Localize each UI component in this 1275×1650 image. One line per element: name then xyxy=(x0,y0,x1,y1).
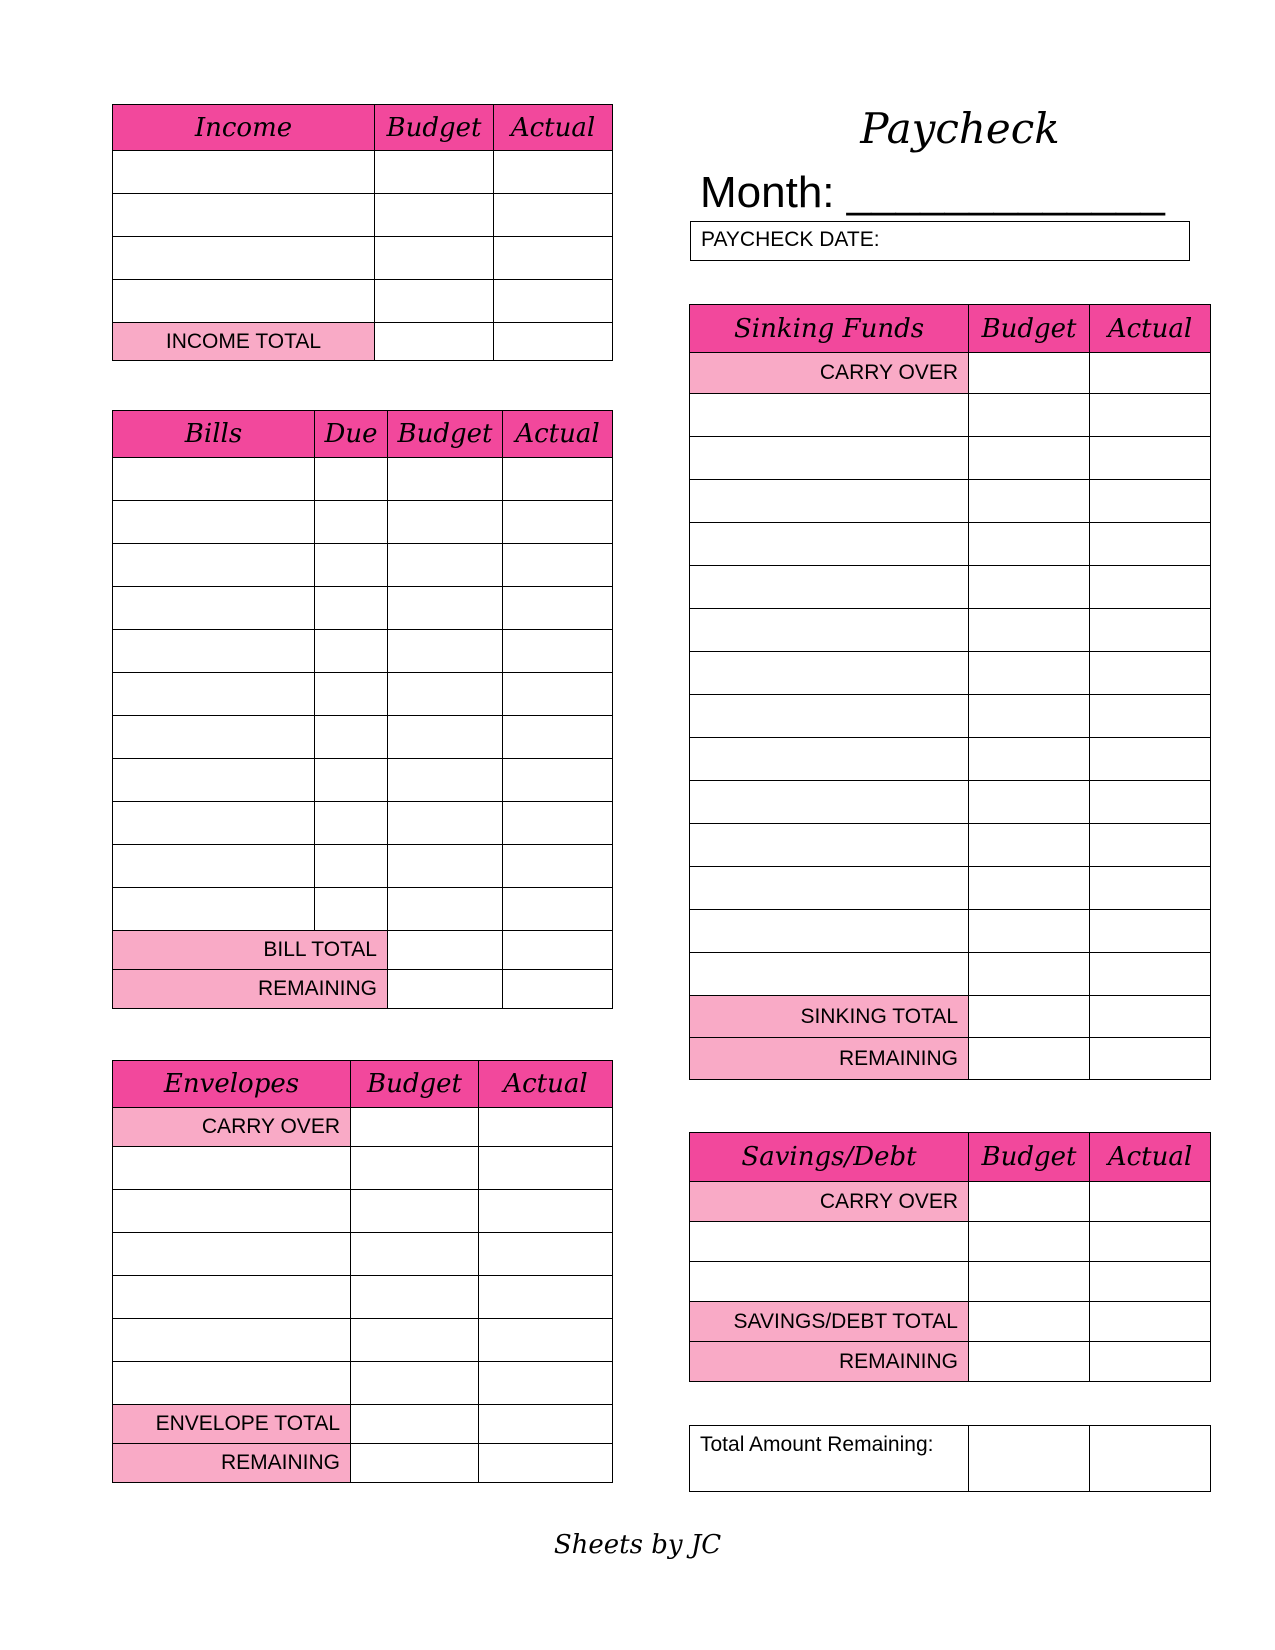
bills-entry-cell[interactable] xyxy=(113,845,315,888)
income-entry-cell[interactable] xyxy=(113,151,375,194)
sinking-row xyxy=(690,652,1211,695)
income-total-actual-cell[interactable] xyxy=(494,323,613,361)
sinking-entry-cell[interactable] xyxy=(690,394,969,437)
sinking-entry-cell[interactable] xyxy=(969,523,1090,566)
sinking-entry-cell[interactable] xyxy=(969,738,1090,781)
sinking-remaining-actual-cell[interactable] xyxy=(1090,1038,1211,1080)
total-remaining-table xyxy=(689,1425,1211,1492)
sinking-entry-cell[interactable] xyxy=(1090,480,1211,523)
savings-debt-total-label: SAVINGS/DEBT TOTAL xyxy=(690,1302,969,1342)
bills-remaining-label: REMAINING xyxy=(113,970,388,1009)
sinking-carry-over-budget-cell[interactable] xyxy=(969,353,1090,394)
sinking-entry-cell[interactable] xyxy=(690,824,969,867)
envelopes-entry-cell[interactable] xyxy=(479,1147,613,1190)
bills-entry-cell[interactable] xyxy=(388,673,503,716)
sinking-entry-cell[interactable] xyxy=(690,781,969,824)
sinking-row xyxy=(690,867,1211,910)
envelopes-row xyxy=(113,1190,613,1233)
sinking-remaining-label: REMAINING xyxy=(690,1038,969,1080)
income-budget-header: Budget xyxy=(375,105,494,151)
envelopes-entry-cell[interactable] xyxy=(351,1362,479,1405)
savings-entry-cell[interactable] xyxy=(969,1262,1090,1302)
bills-row xyxy=(113,716,613,759)
sinking-entry-cell[interactable] xyxy=(969,652,1090,695)
sinking-entry-cell[interactable] xyxy=(1090,437,1211,480)
bills-entry-cell[interactable] xyxy=(503,630,613,673)
income-table xyxy=(112,104,613,361)
bills-entry-cell[interactable] xyxy=(388,501,503,544)
bills-entry-cell[interactable] xyxy=(315,673,388,716)
sinking-budget-header: Budget xyxy=(969,305,1090,353)
bills-due-header: Due xyxy=(315,411,388,458)
bills-entry-cell[interactable] xyxy=(113,888,315,931)
bills-entry-cell[interactable] xyxy=(388,630,503,673)
bills-entry-cell[interactable] xyxy=(315,458,388,501)
envelopes-entry-cell[interactable] xyxy=(113,1276,351,1319)
sinking-carry-over-label: CARRY OVER xyxy=(690,353,969,394)
sinking-row xyxy=(690,480,1211,523)
savings-remaining-actual-cell[interactable] xyxy=(1090,1342,1211,1382)
sinking-entry-cell[interactable] xyxy=(969,394,1090,437)
savings-entry-cell[interactable] xyxy=(690,1222,969,1262)
bills-row xyxy=(113,673,613,716)
bills-header: Bills xyxy=(113,411,315,458)
envelopes-row xyxy=(113,1147,613,1190)
bills-row xyxy=(113,802,613,845)
bills-row xyxy=(113,759,613,802)
sinking-entry-cell[interactable] xyxy=(1090,609,1211,652)
envelopes-entry-cell[interactable] xyxy=(479,1319,613,1362)
savings-debt-header: Savings/Debt xyxy=(690,1133,969,1182)
income-entry-cell[interactable] xyxy=(113,280,375,323)
bills-entry-cell[interactable] xyxy=(503,544,613,587)
sinking-row xyxy=(690,695,1211,738)
sinking-entry-cell[interactable] xyxy=(969,566,1090,609)
envelopes-row xyxy=(113,1276,613,1319)
bills-entry-cell[interactable] xyxy=(503,759,613,802)
income-actual-header: Actual xyxy=(494,105,613,151)
sinking-row xyxy=(690,910,1211,953)
bill-total-label: BILL TOTAL xyxy=(113,931,388,970)
bills-entry-cell[interactable] xyxy=(503,501,613,544)
envelopes-entry-cell[interactable] xyxy=(113,1233,351,1276)
income-entry-cell[interactable] xyxy=(494,280,613,323)
sinking-entry-cell[interactable] xyxy=(690,566,969,609)
envelopes-header: Envelopes xyxy=(113,1061,351,1108)
sinking-row xyxy=(690,566,1211,609)
sinking-entry-cell[interactable] xyxy=(690,695,969,738)
envelopes-entry-cell[interactable] xyxy=(113,1190,351,1233)
envelopes-entry-cell[interactable] xyxy=(479,1362,613,1405)
income-entry-cell[interactable] xyxy=(494,151,613,194)
envelopes-entry-cell[interactable] xyxy=(351,1233,479,1276)
sinking-funds-table xyxy=(689,304,1211,1080)
savings-actual-header: Actual xyxy=(1090,1133,1211,1182)
sinking-entry-cell[interactable] xyxy=(1090,523,1211,566)
bills-entry-cell[interactable] xyxy=(388,802,503,845)
bills-row xyxy=(113,458,613,501)
bills-entry-cell[interactable] xyxy=(113,458,315,501)
bills-entry-cell[interactable] xyxy=(315,802,388,845)
bills-row xyxy=(113,845,613,888)
bills-entry-cell[interactable] xyxy=(503,587,613,630)
income-entry-cell[interactable] xyxy=(494,237,613,280)
savings-row xyxy=(690,1222,1211,1262)
sinking-entry-cell[interactable] xyxy=(1090,824,1211,867)
bills-entry-cell[interactable] xyxy=(113,501,315,544)
sinking-row xyxy=(690,781,1211,824)
savings-debt-total-actual-cell[interactable] xyxy=(1090,1302,1211,1342)
bills-entry-cell[interactable] xyxy=(503,802,613,845)
envelope-total-actual-cell[interactable] xyxy=(479,1405,613,1444)
sinking-entry-cell[interactable] xyxy=(969,437,1090,480)
bills-row xyxy=(113,630,613,673)
sinking-total-budget-cell[interactable] xyxy=(969,996,1090,1038)
sinking-entry-cell[interactable] xyxy=(1090,695,1211,738)
bills-entry-cell[interactable] xyxy=(503,888,613,931)
sinking-total-actual-cell[interactable] xyxy=(1090,996,1211,1038)
bills-entry-cell[interactable] xyxy=(388,587,503,630)
savings-carry-over-label: CARRY OVER xyxy=(690,1182,969,1222)
sinking-row xyxy=(690,824,1211,867)
sinking-entry-cell[interactable] xyxy=(969,781,1090,824)
bills-entry-cell[interactable] xyxy=(388,759,503,802)
income-entry-cell[interactable] xyxy=(494,194,613,237)
envelopes-row xyxy=(113,1362,613,1405)
savings-row xyxy=(690,1262,1211,1302)
bills-actual-header: Actual xyxy=(503,411,613,458)
total-remaining-actual-cell[interactable] xyxy=(1090,1426,1211,1492)
sinking-entry-cell[interactable] xyxy=(1090,781,1211,824)
sinking-carry-over-actual-cell[interactable] xyxy=(1090,353,1211,394)
bills-entry-cell[interactable] xyxy=(388,716,503,759)
sinking-entry-cell[interactable] xyxy=(969,480,1090,523)
sinking-entry-cell[interactable] xyxy=(1090,738,1211,781)
sinking-entry-cell[interactable] xyxy=(1090,652,1211,695)
savings-carry-over-budget-cell[interactable] xyxy=(969,1182,1090,1222)
income-header: Income xyxy=(113,105,375,151)
envelopes-entry-cell[interactable] xyxy=(113,1362,351,1405)
savings-debt-table xyxy=(689,1132,1211,1382)
bills-entry-cell[interactable] xyxy=(315,544,388,587)
income-entry-cell[interactable] xyxy=(375,194,494,237)
envelopes-entry-cell[interactable] xyxy=(113,1319,351,1362)
bill-total-actual-cell[interactable] xyxy=(503,931,613,970)
envelopes-row xyxy=(113,1319,613,1362)
income-entry-cell[interactable] xyxy=(375,280,494,323)
envelopes-carry-over-actual-cell[interactable] xyxy=(479,1108,613,1147)
income-entry-cell[interactable] xyxy=(113,194,375,237)
sinking-row xyxy=(690,523,1211,566)
page-title: Paycheck xyxy=(860,104,1060,153)
envelopes-budget-header: Budget xyxy=(351,1061,479,1108)
bills-entry-cell[interactable] xyxy=(503,458,613,501)
income-total-label: INCOME TOTAL xyxy=(113,323,375,361)
income-row xyxy=(113,280,613,323)
sinking-entry-cell[interactable] xyxy=(690,437,969,480)
bills-entry-cell[interactable] xyxy=(113,630,315,673)
sinking-entry-cell[interactable] xyxy=(690,609,969,652)
bills-entry-cell[interactable] xyxy=(315,716,388,759)
sinking-entry-cell[interactable] xyxy=(969,695,1090,738)
envelopes-carry-over-label: CARRY OVER xyxy=(113,1108,351,1147)
month-field[interactable]: Month: _____________ xyxy=(700,168,1165,217)
income-row xyxy=(113,194,613,237)
bills-table xyxy=(112,410,613,1009)
envelopes-entry-cell[interactable] xyxy=(479,1190,613,1233)
sinking-row xyxy=(690,394,1211,437)
sinking-row xyxy=(690,953,1211,996)
envelopes-entry-cell[interactable] xyxy=(479,1276,613,1319)
bills-entry-cell[interactable] xyxy=(315,888,388,931)
bills-row xyxy=(113,888,613,931)
envelope-total-label: ENVELOPE TOTAL xyxy=(113,1405,351,1444)
income-row xyxy=(113,237,613,280)
sinking-entry-cell[interactable] xyxy=(1090,953,1211,996)
sinking-row xyxy=(690,738,1211,781)
bills-remaining-budget-cell[interactable] xyxy=(388,970,503,1009)
envelopes-remaining-label: REMAINING xyxy=(113,1444,351,1483)
sinking-entry-cell[interactable] xyxy=(690,910,969,953)
sinking-entry-cell[interactable] xyxy=(690,953,969,996)
savings-entry-cell[interactable] xyxy=(690,1262,969,1302)
income-entry-cell[interactable] xyxy=(113,237,375,280)
bills-entry-cell[interactable] xyxy=(113,673,315,716)
sinking-entry-cell[interactable] xyxy=(690,480,969,523)
sinking-entry-cell[interactable] xyxy=(690,738,969,781)
sinking-entry-cell[interactable] xyxy=(1090,867,1211,910)
savings-entry-cell[interactable] xyxy=(1090,1262,1211,1302)
bills-entry-cell[interactable] xyxy=(113,544,315,587)
income-row xyxy=(113,151,613,194)
bills-entry-cell[interactable] xyxy=(315,587,388,630)
sinking-actual-header: Actual xyxy=(1090,305,1211,353)
savings-budget-header: Budget xyxy=(969,1133,1090,1182)
envelopes-entry-cell[interactable] xyxy=(351,1276,479,1319)
envelope-total-budget-cell[interactable] xyxy=(351,1405,479,1444)
envelopes-table xyxy=(112,1060,613,1483)
envelopes-remaining-actual-cell[interactable] xyxy=(479,1444,613,1483)
envelopes-carry-over-budget-cell[interactable] xyxy=(351,1108,479,1147)
sinking-entry-cell[interactable] xyxy=(1090,394,1211,437)
bills-entry-cell[interactable] xyxy=(388,845,503,888)
bills-entry-cell[interactable] xyxy=(315,501,388,544)
envelopes-entry-cell[interactable] xyxy=(479,1233,613,1276)
sinking-row xyxy=(690,609,1211,652)
bills-entry-cell[interactable] xyxy=(503,716,613,759)
sinking-entry-cell[interactable] xyxy=(969,910,1090,953)
bills-entry-cell[interactable] xyxy=(503,673,613,716)
bills-entry-cell[interactable] xyxy=(388,458,503,501)
income-entry-cell[interactable] xyxy=(375,237,494,280)
sinking-entry-cell[interactable] xyxy=(969,867,1090,910)
bills-entry-cell[interactable] xyxy=(388,544,503,587)
bills-entry-cell[interactable] xyxy=(113,759,315,802)
bills-entry-cell[interactable] xyxy=(315,845,388,888)
sinking-entry-cell[interactable] xyxy=(690,867,969,910)
total-remaining-budget-cell[interactable] xyxy=(969,1426,1090,1492)
income-entry-cell[interactable] xyxy=(375,151,494,194)
sinking-total-label: SINKING TOTAL xyxy=(690,996,969,1038)
bills-row xyxy=(113,501,613,544)
envelopes-entry-cell[interactable] xyxy=(351,1319,479,1362)
paycheck-date-field[interactable]: PAYCHECK DATE: xyxy=(690,221,1190,261)
bills-entry-cell[interactable] xyxy=(113,587,315,630)
sinking-entry-cell[interactable] xyxy=(1090,910,1211,953)
bills-entry-cell[interactable] xyxy=(315,759,388,802)
bills-entry-cell[interactable] xyxy=(113,716,315,759)
savings-remaining-budget-cell[interactable] xyxy=(969,1342,1090,1382)
envelopes-actual-header: Actual xyxy=(479,1061,613,1108)
envelopes-entry-cell[interactable] xyxy=(351,1147,479,1190)
savings-remaining-label: REMAINING xyxy=(690,1342,969,1382)
bills-entry-cell[interactable] xyxy=(113,802,315,845)
sinking-entry-cell[interactable] xyxy=(969,953,1090,996)
envelopes-remaining-budget-cell[interactable] xyxy=(351,1444,479,1483)
footer-credit: Sheets by JC xyxy=(553,1530,722,1560)
bill-total-budget-cell[interactable] xyxy=(388,931,503,970)
sinking-remaining-budget-cell[interactable] xyxy=(969,1038,1090,1080)
envelopes-row xyxy=(113,1233,613,1276)
bills-entry-cell[interactable] xyxy=(503,845,613,888)
savings-entry-cell[interactable] xyxy=(969,1222,1090,1262)
sinking-entry-cell[interactable] xyxy=(690,523,969,566)
total-amount-remaining-label: Total Amount Remaining: xyxy=(690,1426,969,1492)
savings-debt-total-budget-cell[interactable] xyxy=(969,1302,1090,1342)
savings-carry-over-actual-cell[interactable] xyxy=(1090,1182,1211,1222)
sinking-entry-cell[interactable] xyxy=(1090,566,1211,609)
bills-entry-cell[interactable] xyxy=(315,630,388,673)
bills-entry-cell[interactable] xyxy=(388,888,503,931)
income-total-budget-cell[interactable] xyxy=(375,323,494,361)
sinking-entry-cell[interactable] xyxy=(969,824,1090,867)
envelopes-entry-cell[interactable] xyxy=(351,1190,479,1233)
bills-remaining-actual-cell[interactable] xyxy=(503,970,613,1009)
savings-entry-cell[interactable] xyxy=(1090,1222,1211,1262)
bills-row xyxy=(113,544,613,587)
bills-row xyxy=(113,587,613,630)
envelopes-entry-cell[interactable] xyxy=(113,1147,351,1190)
sinking-funds-header: Sinking Funds xyxy=(690,305,969,353)
bills-budget-header: Budget xyxy=(388,411,503,458)
sinking-row xyxy=(690,437,1211,480)
sinking-entry-cell[interactable] xyxy=(690,652,969,695)
sinking-entry-cell[interactable] xyxy=(969,609,1090,652)
